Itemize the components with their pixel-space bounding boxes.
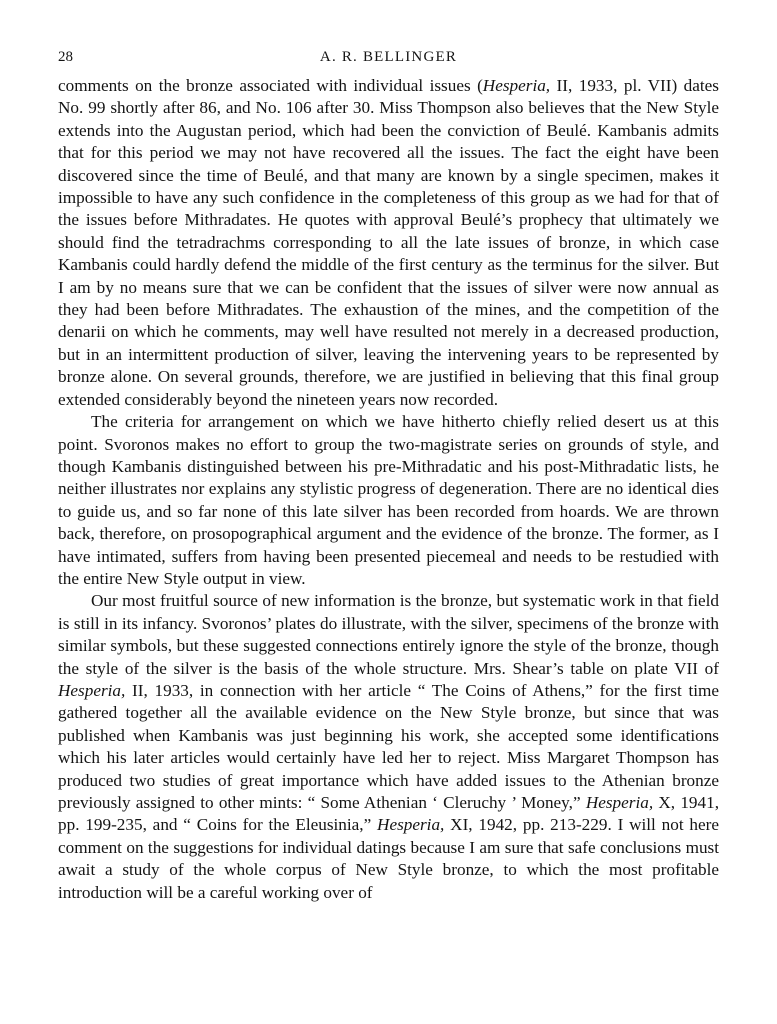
text-segment: The criteria for arrangement on which we have hitherto chiefly relied desert us at this point. Svoronos makes no effort to group the two-magistrate series on grounds of style, and though Kambanis distinguished between his pre-Mithradatic and his post-Mithradatic lists, he neither illustrates nor explains any stylistic progress of degeneration. There are no identical dies to guide us, and so far none of this late silver has been recorded from hoards. We are thrown back, therefore, on prosopographical argument and the evidence of the bronze. The former, as I have intimated, suffers from having been presented piecemeal and needs to be restudied with the entire New Style output in view.: [58, 412, 719, 588]
page-header: [58, 45, 719, 69]
text-segment: X, 1941, pp. 199-235, and “ Coins for the Eleusinia,”: [58, 793, 719, 835]
text-segment: II, 1933, in connection with her article “ The Coins of Athens,” for the first time gathered together all the available evidence on the New Style bronze, but since that was published when Kambanis was just beginning his work, she accepted some identifications which his later articles would certainly have led her to reject. Miss Margaret Thompson has produced two studies of great importance which have added issues to the Athenian bronze previously assigned to other mints: “ Some Athenian ‘ Cleruchy ’ Money,”: [58, 680, 719, 812]
journal-title: Hesperia,: [585, 793, 654, 812]
running-head: A. R. BELLINGER: [319, 49, 458, 65]
journal-title: Hesperia,: [482, 76, 551, 95]
text-segment: II, 1933, pl. VII) dates No. 99 shortly after 86, and No. 106 after 30. Miss Thompson also believes that the New Style extends into the Augustan period, which had been the conviction of Beulé. Kambanis admits that for this period we may not have recovered all the issues. The fact the eight have been discovered since the time of Beulé, and that many are known by a single specimen, makes it impossible to have any such confidence in the completeness of this group as we had for that of the issues before Mithradates. He quotes with approval Beulé’s prophecy that ultimately we should find the tetradrachms corresponding to all the late issues of bronze, in which case Kambanis could hardly defend the middle of the first century as the terminus for the silver. But I am by no means sure that we can be confident that the issues of silver were now annual as they had been before Mithradates. The exhaustion of the mines, and the competition of the denarii on which he comments, may well have resulted not merely in a decreased production, but in an intermittent production of silver, leaving the intervening years to be represented by bronze alone. On several grounds, therefore, we are justified in believing that this final group extended considerably beyond the nineteen years now recorded.: [58, 76, 719, 409]
body-text: [58, 75, 719, 904]
text-segment: Our most fruitful source of new information is the bronze, but systematic work in that field is still in its infancy. Svoronos’ plates do illustrate, with the silver, specimens of the bronze with similar symbols, but these suggested connections entirely ignore the style of the bronze, though the style of the silver is the basis of the whole structure. Mrs. Shear’s table on plate VII of: [58, 591, 719, 678]
text-segment: XI, 1942, pp. 213-229. I will not here comment on the suggestions for individual datings because I am sure that safe conclusions must await a study of the whole corpus of New Style bronze, to which the most profitable introduction will be a careful working over of: [58, 815, 719, 902]
journal-title: Hesperia,: [58, 680, 126, 700]
paragraph-1: [58, 75, 719, 411]
paragraph-2: [58, 411, 719, 590]
text-segment: comments on the bronze associated with individual issues (: [58, 76, 483, 95]
journal-title: Hesperia,: [377, 815, 445, 835]
paragraph-3: [58, 590, 719, 904]
page-number: 28: [58, 49, 73, 65]
